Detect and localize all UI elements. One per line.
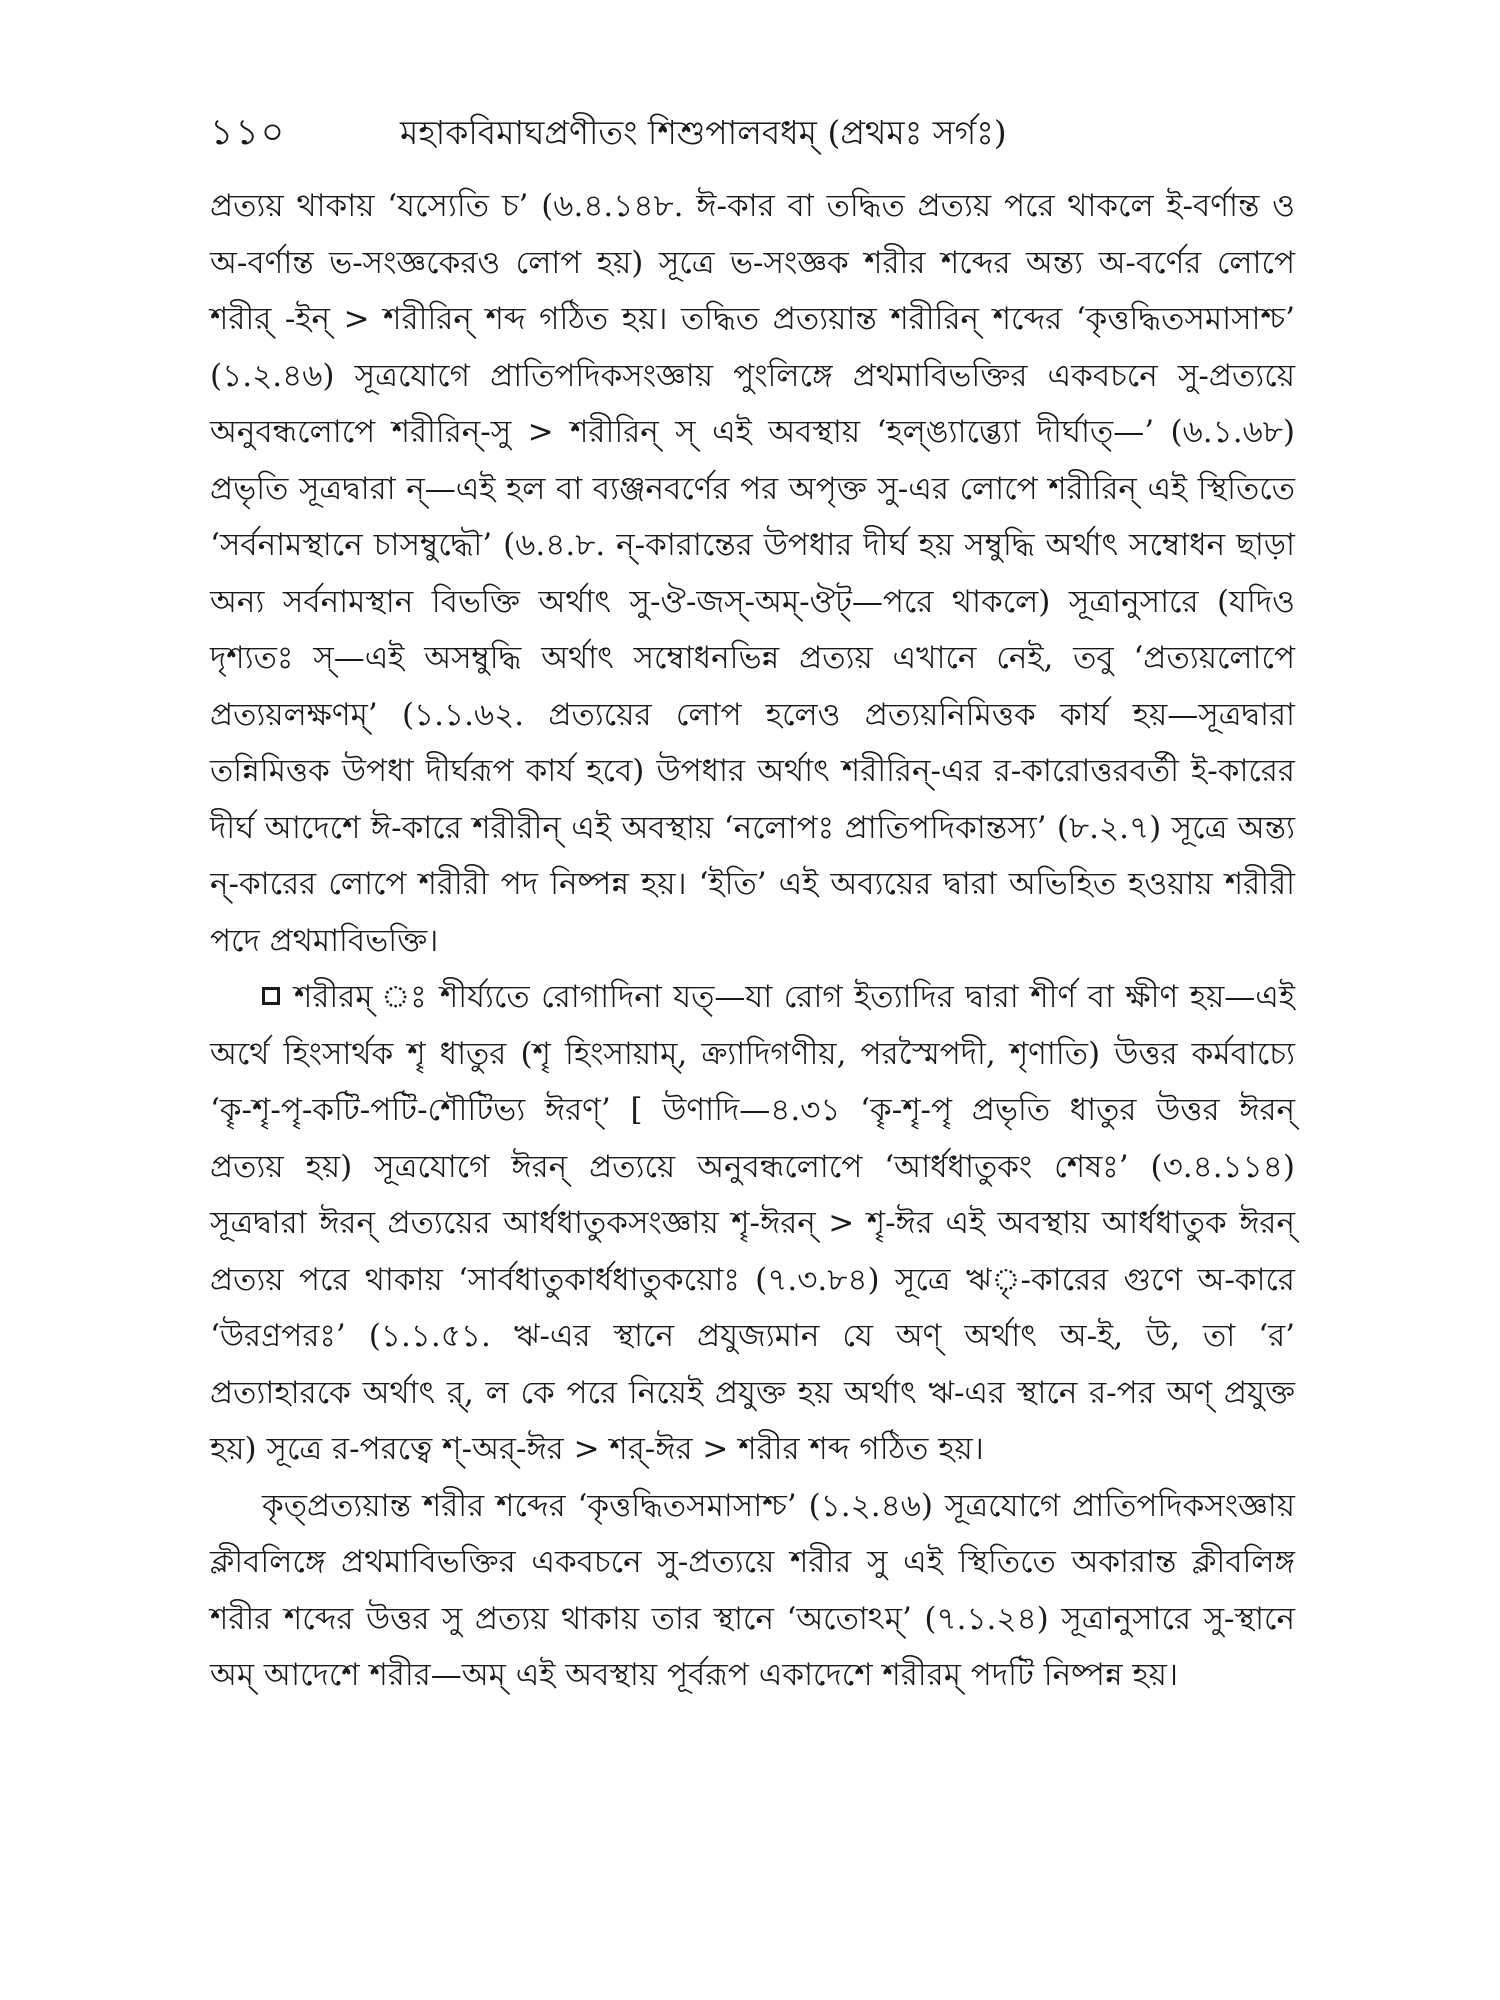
page-header (210, 108, 1300, 158)
page-number: ১১০ (210, 112, 287, 153)
paragraph-2-text: শরীরম্ ঃ শীর্য্যতে রোগাদিনা যত্—যা রোগ ইত্যাদির দ্বারা শীর্ণ বা ক্ষীণ হয়—এই অর্থে হিংসার্থক শৄ ধাতুর (শৄ হিংসায়াম্, ক্র্যাদিগণীয়, পরস্মৈপদী, শৃণাতি) উত্তর কর্মবাচ্যে ‘কৄ-শৄ-পৄ-কটি-পটি-শৌটিভ্য ঈরণ্’ [ উণাদি—৪.৩১ ‘কৄ-শৄ-পৄ প্রভৃতি ধাতুর উত্তর ঈরন্ প্রত্যয় হয়) সূত্রযোগে ঈরন্ প্রত্যয়ে অনুবন্ধলোপে ‘আর্ধধাতুকং শেষঃ’ (৩.৪.১১৪) সূত্রদ্বারা ঈরন্ প্রত্যয়ের আর্ধধাতুকসংজ্ঞায় শৄ-ঈরন্ > শৄ-ঈর এই অবস্থায় আর্ধধাতুক ঈরন্ প্রত্যয় পরে থাকায় ‘সার্বধাতুকার্ধধাতুকয়োঃ (৭.৩.৮৪) সূত্রে ঋৃ-কারের গুণে অ-কারে ‘উরণ্রপরঃ’ (১.১.৫১. ঋ-এর স্থানে প্রযুজ্যমান যে অণ্ অর্থাৎ অ-ই, উ, তা ‘র’ প্রত্যাহারকে অর্থাৎ র্, ল কে পরে নিয়েই প্রযুক্ত হয় অর্থাৎ ঋ-এর স্থানে র-পর অণ্ প্রযুক্ত হয়) সূত্রে র-পরত্বে শ্-অর্-ঈর > শর্-ঈর > শরীর শব্দ গঠিত হয়। (210, 979, 1295, 1467)
running-title: মহাকবিমাঘপ্রণীতং শিশুপালবধম্ (প্রথমঃ সর্গঃ) (400, 113, 1007, 152)
paragraph-1: প্রত্যয় থাকায় ‘যস্যেতি চ’ (৬.৪.১৪৮. ঈ-কার বা তদ্ধিত প্রত্যয় পরে থাকলে ই-বর্ণান্ত ও অ-বর্ণান্ত ভ-সংজ্ঞকেরও লোপ হয়) সূত্রে ভ-সংজ্ঞক শরীর শব্দের অন্ত্য অ-বর্ণের লোপে শরীর্ -ইন্ > শরীরিন্ শব্দ গঠিত হয়। তদ্ধিত প্রত্যয়ান্ত শরীরিন্ শব্দের ‘কৃত্তদ্ধিতসমাসাশ্চ’ (১.২.৪৬) সূত্রযোগে প্রাতিপদিকসংজ্ঞায় পুংলিঙ্গে প্রথমাবিভক্তির একবচনে সু-প্রত্যয়ে অনুবন্ধলোপে শরীরিন্-সু > শরীরিন্ স্ এই অবস্থায় ‘হল্ঙ্যাব্ভ্যো দীর্ঘাত্—’ (৬.১.৬৮) প্রভৃতি সূত্রদ্বারা ন্—এই হল বা ব্যঞ্জনবর্ণের পর অপৃক্ত সু-এর লোপে শরীরিন্ এই স্থিতিতে ‘সর্বনামস্থানে চাসম্বুদ্ধৌ’ (৬.৪.৮. ন্-কারান্তের উপধার দীর্ঘ হয় সম্বুদ্ধি অর্থাৎ সম্বোধন ছাড়া অন্য সর্বনামস্থান বিভক্তি অর্থাৎ সু-ঔ-জস্-অম্-ঔট্—পরে থাকলে) সূত্রানুসারে (যদিও দৃশ্যতঃ স্—এই অসম্বুদ্ধি অর্থাৎ সম্বোধনভিন্ন প্রত্যয় এখানে নেই, তবু ‘প্রত্যয়লোপে প্রত্যয়লক্ষণম্’ (১.১.৬২. প্রত্যয়ের লোপ হলেও প্রত্যয়নিমিত্তক কার্য হয়—সূত্রদ্বারা তন্নিমিত্তক উপধা দীর্ঘরূপ কার্য হবে) উপধার অর্থাৎ শরীরিন্-এর র-কারোত্তরবর্তী ই-কারের দীর্ঘ আদেশে ঈ-কারে শরীরীন্ এই অবস্থায় ‘নলোপঃ প্রাতিপদিকান্তস্য’ (৮.২.৭) সূত্রে অন্ত্য ন্-কারের লোপে শরীরী পদ নিষ্পন্ন হয়। ‘ইতি’ এই অব্যয়ের দ্বারা অভিহিত হওয়ায় শরীরী পদে প্রথমাবিভক্তি। (210, 188, 1295, 959)
square-icon (262, 987, 280, 1005)
paragraph-3: কৃত্প্রত্যয়ান্ত শরীর শব্দের ‘কৃত্তদ্ধিতসমাসাশ্চ’ (১.২.৪৬) সূত্রযোগে প্রাতিপদিকসংজ্ঞায় ক্লীবলিঙ্গে প্রথমাবিভক্তির একবচনে সু-প্রত্যয়ে শরীর সু এই স্থিতিতে অকারান্ত ক্লীবলিঙ্গ শরীর শব্দের উত্তর সু প্রত্যয় থাকায় তার স্থানে ‘অতোঽম্’ (৭.১.২৪) সূত্রানুসারে সু-স্থানে অম্ আদেশে শরীর—অম্ এই অবস্থায় পূর্বরূপ একাদেশে শরীরম্ পদটি নিষ্পন্ন হয়। (210, 1487, 1295, 1693)
body-text (210, 178, 1295, 1704)
paragraph-2 (210, 969, 1295, 1478)
